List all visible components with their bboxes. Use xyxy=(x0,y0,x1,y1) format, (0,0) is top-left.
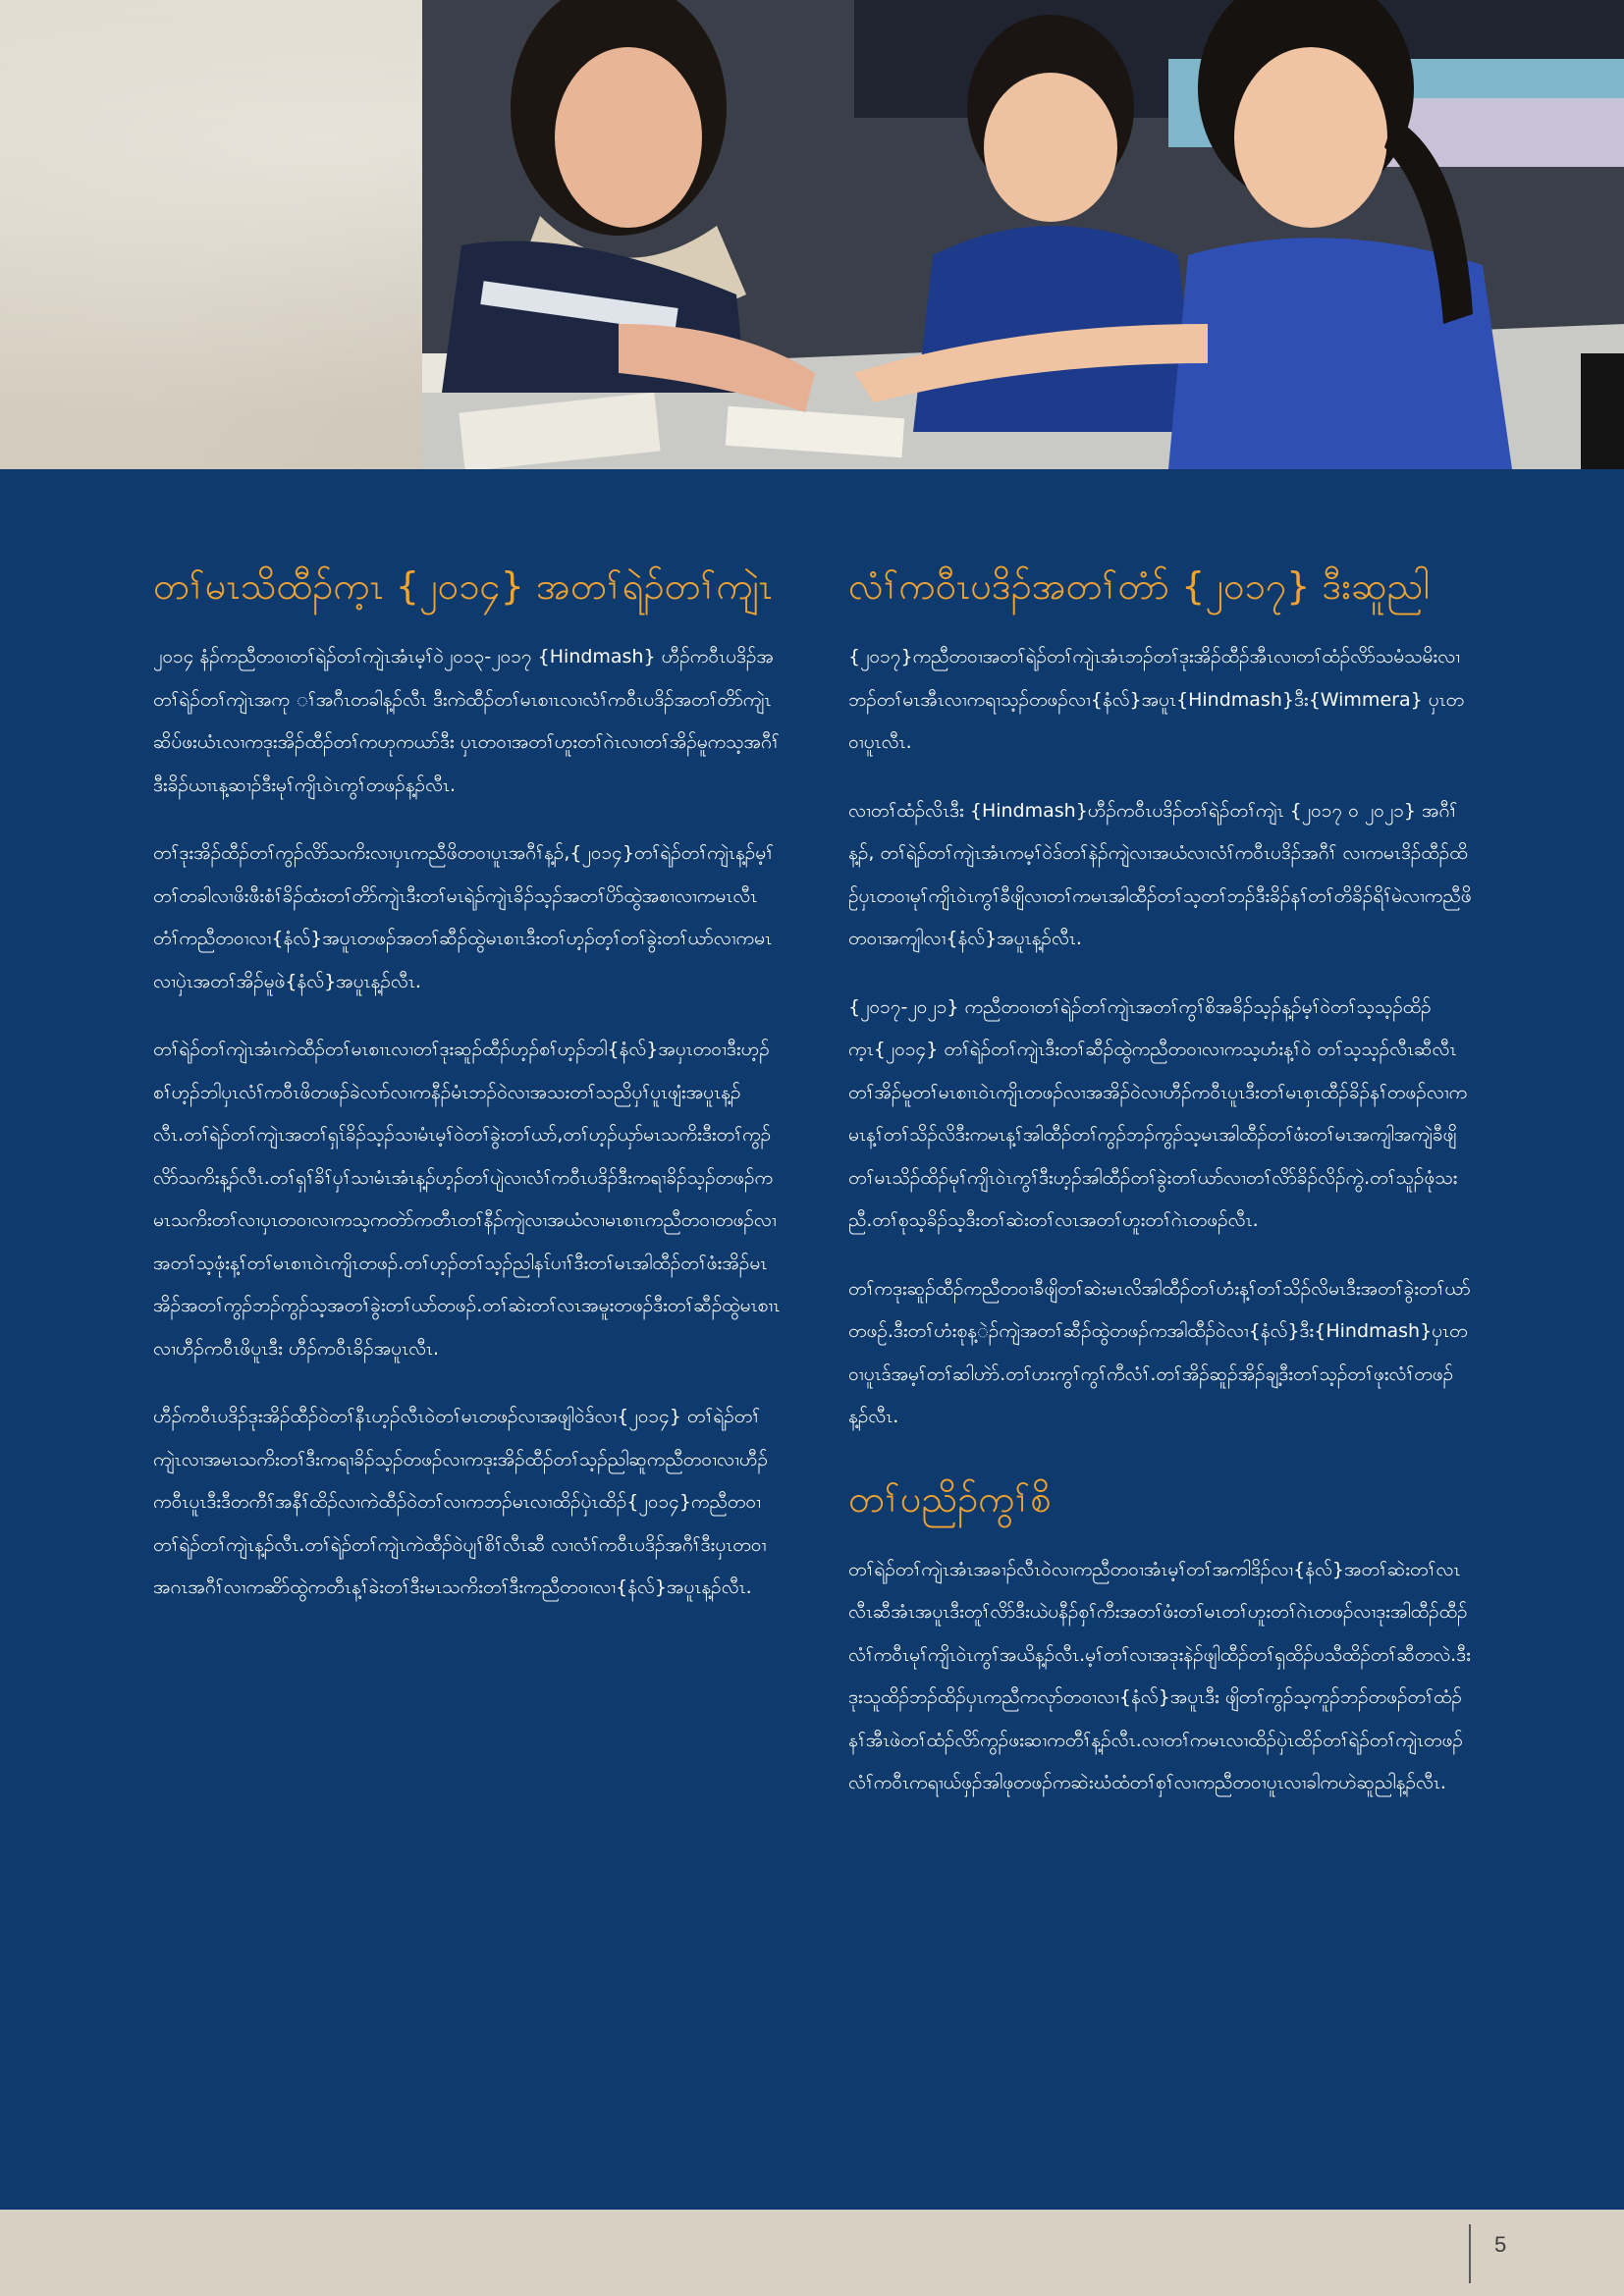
left-column xyxy=(153,561,782,1635)
classroom-photo-illustration xyxy=(422,0,1624,469)
right-heading-2: တၢ်ပညိၣ်ကွၢ်စိ xyxy=(848,1476,1052,1521)
right-column xyxy=(848,561,1473,1831)
right-paragraph-1: {၂၀၁၇}ကညီတဝၢအတၢ်ရဲၣ်တၢ်ကျဲၤအံၤဘၣ်တၢ်ဒုးအိၣ်ထီၣ်အီၤလၢတၢ်ထံၣ်လိာ်သမံသမိးလၢဘၣ်တၢ်မၤအီၤလၢကရၢသ့ၣ်တဖၣ်လၢ{နံလ်}အပူၤ{Hindmash}ဒီး{Wimmera} ပှၤတဝၢပူၤလီၤ. xyxy=(848,646,1465,753)
header-photo xyxy=(0,0,1624,469)
page-number-divider xyxy=(1469,2224,1471,2283)
right-paragraph-4: တၢ်ကဒုးဆူၣ်ထီၣ်ကညီတဝၢခီဖျိတၢ်ဆဲးမၤလိအါထီၣ်တၢ်ဟံးန့ၢ်တၢ်သိၣ်လိမၤဒီးအတၢ်ခွဲးတၢ်ယာ်တဖဉ်.ဒီးတၢ်ဟံးစုန့ဲၣ်ကျဲအတၢ်ဆီၣ်ထွဲတဖၣ်ကအါထီၣ်ဝဲလၢ{နံလ်}ဒီး{Hindmash}ပှၤတဝၢပူၤဒ်အမ့ၢ်တၢ်ဆါဟဲာ်.တၢ်ဟးကွၢ်ကွၢ်ကီလံၢ်.တၢ်အိၣ်ဆူၣ်အိၣ်ချ့ဒီးတၢ်သ့ၣ်တၢ်ဖုးလံၢ်တဖၣ်န့ၣ်လီၤ. xyxy=(848,1277,1471,1427)
page-number: 5 xyxy=(1494,2232,1507,2257)
right-paragraph-5: တၢ်ရဲၣ်တၢ်ကျဲၤအံၤအခၢၣ်လီၤဝဲလၢကညီတဝၢအံၤမ့ၢ်တၢ်အကါဒိၣ်လၢ{နံလ်}အတၢ်ဆဲးတၢ်လၤလီၤဆီအံၤအပူၤဒီးတူၢ်လိာ်ဒီးယဲပနီၣ်စှၢ်ကီးအတၢ်ဖံးတၢ်မၤတၢ်ဟူးတၢ်ဂဲၤတဖၣ်လၢဒုးအါထီၣ်ထီၣ်လံၢ်ကဝီၤမုၢ်ကျိၤဝဲၤကွၢ်အယိန့ၣ်လီၤ.မ့ၢ်တၢ်လၢအဒုးနဲၣ်ဖျါထီၣ်တၢ်ရှထိၣ်ပသီထိၣ်တၢ်ဆီတလဲ.ဒီးဒုးသူထိၣ်ဘၣ်ထိၣ်ပှၤကညီကလုာ်တဝၢလၢ{နံလ်}အပူၤဒီး ဖျိတၢ်ကွၣ်သ့ကူၣ်ဘၣ်တဖၣ်တၢ်ထံၣ်နၢ်အီၤဖဲတၢ်ထံၣ်လိာ်ကွၣ်ဖးဆၢကတီၢ်န့ၣ်လီၤ.လၢတၢ်ကမၤလၢထိၣ်ပှဲၤထိၣ်တၢ်ရဲၣ်တၢ်ကျဲၤတဖၣ်လံၢ်ကဝီၤကရၢယ်ဖှၣ်အါဖုတဖၣ်ကဆဲးဃံထံတၢ်စှၢ်လၢကညီတဝၢပူၤလၢခါကဟဲဆူညါန့ၣ်လီၤ. xyxy=(848,1558,1471,1793)
left-heading: တၢ်မၤသိထီၣ်က့ၤ {၂၀၁၄} အတၢ်ရဲၣ်တၢ်ကျဲၤ xyxy=(153,564,773,608)
right-heading: လံၢ်ကဝီၤပဒိၣ်အတၢ်တံာ် {၂၀၁၇} ဒီးဆူညါ xyxy=(848,564,1430,608)
right-paragraph-2: လၢတၢ်ထံၣ်လိၤဒီး {Hindmash}ဟီၣ်ကဝီၤပဒိၣ်တၢ်ရဲၣ်တၢ်ကျဲၤ {၂၀၁၇ ဝ ၂၀၂၁} အဂီၢ်န့ၣ်, တၢ်ရဲၣ်တၢ်ကျဲၤအံၤကမ့ၢ်ဝဲဒ်တၢ်နဲၣ်ကျဲလၢအယံလၢလံၢ်ကဝီၤပဒိၣ်အဂီၢ် လၢကမၤဒိၣ်ထီၣ်ထိဉ်ပှၤတဝၢမုၢ်ကျိၤဝဲၤကွၢ်ခီဖျိလၢတၢ်ကမၤအါထီၣ်တၢ်သ့တၢ်ဘၣ်ဒီးခိၣ်နၢ်တၢ်တိခိၣ်ရိၢ်မဲလၢကညီဖိတဝၢအကျါလၢ{နံလ်}အပူၤန့ၣ်လီၤ. xyxy=(848,799,1472,949)
left-paragraph-1: ၂၀၁၄ နံၣ်ကညီတဝၢတၢ်ရဲၣ်တၢ်ကျဲၤအံၤမ့ၢ်ဝဲ၂၀၁၃-၂၀၁၇ {Hindmash} ဟီၣ်ကဝီၤပဒိၣ်အတၢ်ရဲၣ်တၢ်ကျဲၤအကု ၢ်အဂီၤတခါန့ၣ်လီၤ ဒီးကဲထီၣ်တၢ်မၤစၢၤလၢလံၢ်ကဝီၤပဒိၣ်အတၢ်တိာ်ကျဲၤဆိပ်ဖးယံၤလၢကဒုးအိၣ်ထီၣ်တၢ်ကဟုကယာ်ဒီး ပှၤတဝၢအတၢ်ဟူးတၢ်ဂဲၤလၢတၢ်အိၣ်မူကသ့အဂီၢ်ဒီးခိၣ်ယၢၤန့ဆၢၣ်ဒီးမုၢ်ကျိၤဝဲၤကွၢ်တဖၣ်န့ၣ်လီၤ. xyxy=(153,646,780,796)
left-paragraph-4: ဟီၣ်ကဝီၤပဒိၣ်ဒုးအိၣ်ထီၣ်ဝဲတၢ်နီၤဟ့ၣ်လီၤဝဲတၢ်မၤတဖၣ်လၢအဖျါဝဲဒ်လၢ{၂၀၁၄} တၢ်ရဲၣ်တၢ်ကျဲၤလၢအမၤသကိးတၢ်ဒီးကရၢခိၣ်သ့ၣ်တဖၣ်လၢကဒုးအိၣ်ထီၣ်တၢ်သ့ၣ်ညါဆူကညီတဝၢလၢဟီၣ်ကဝီၤပူၤဒီးဒီတကီၢ်အနီၢ်ထိၣ်လၢကဲထီၣ်ဝဲတၢ်လၢကဘၣ်မၤလၢထိၣ်ပှဲၤထိၣ်{၂၀၁၄}ကညီတဝၢတၢ်ရဲၣ်တၢ်ကျဲၤန့ၣ်လီၤ.တၢ်ရဲၣ်တၢ်ကျဲၤကဲထီၣ်ဝဲပျၢ်စိၢ်လီၤဆီ လၢလံၢ်ကဝီၤပဒိၣ်အဂီၢ်ဒီးပှၤတဝၢအဂၤအဂီၢ်လၢကဆိာ်ထွဲကတီၤန့ၢ်ခဲးတၢ်ဒီးမၤသကိးတၢ်ဒီးကညီတဝၢလၢ{နံလ်}အပူၤန့ၣ်လီၤ. xyxy=(153,1406,768,1598)
right-paragraph-3: {၂၀၁၇-၂၀၂၁} ကညီတဝၢတၢ်ရဲၣ်တၢ်ကျဲၤအတၢ်ကွၢ်စိအခိၣ်သ့ၣ်န့ၣ်မ့ၢ်ဝဲတၢ်သ့သ့ၣ်ထိၣ်က့ၤ{၂၀၁၄} တၢ်ရဲၣ်တၢ်ကျဲၤဒီးတၢ်ဆီၣ်ထွဲကညီတဝၢလၢကသ့ဟံးန့ၢ်ဝဲ တၢ်သ့သ့ၣ်လီၤဆီလီၤတၢ်အိၣ်မူတၢ်မၤစၢၤဝဲၤကျိၤတဖၣ်လၢအအိၣ်ဝဲလၢဟီၣ်ကဝီၤပူၤဒီးတၢ်မၤစှၤထီၣ်ခိၣ်နၢ်တဖၣ်လၢကမၤန့ၢ်တၢ်သိၣ်လိဒီးကမၤန့ၢ်အါထီၣ်တၢ်ကွၣ်ဘၣ်ကွၣ်သ့မၤအါထီၣ်တၢ်ဖံးတၢ်မၤအကျါအကျဲခီဖျိတၢ်မၤသိၣ်ထိၣ်မုၢ်ကျိၤဝဲၤကွၢ်ဒီးဟ့ၣ်အါထီၣ်တၢ်ခွဲးတၢ်ယာ်လၢတၢ်လိာ်ခိၣ်လိၣ်ကွဲ.တၢ်သူၣ်ဖုံသးညီ.တၢ်စုသ့ခိၣ်သ့ဒီးတၢ်ဆဲးတၢ်လၤအတၢ်ဟူးတၢ်ဂဲၤတဖၣ်လီၤ. xyxy=(848,995,1468,1231)
footer-band xyxy=(0,2210,1624,2296)
section-gap xyxy=(848,1465,1473,1474)
left-paragraph-3: တၢ်ရဲၣ်တၢ်ကျဲၤအံၤကဲထီၣ်တၢ်မၤစၢၤလၢတၢ်ဒုးဆူၣ်ထီၣ်ဟ့ၣ်စၢ်ဟ့ၣ်ဘါ{နံလ်}အပှၤတဝၢဒီးဟ့ၣ်စၢ်ဟ့ၣ်ဘါပှၤလံၢ်ကဝီၤဖိတဖၣ်ခဲလၢာ်လၢကနီၣ်မံၤဘၣ်ဝဲလၢအသးတၢ်သညိပှၢ်ပူၤဖျံးအပူၤန့ၣ်လီၤ.တၢ်ရဲၣ်တၢ်ကျဲၤအတၢ်ရှၤ်ခိၣ်သ့ၣ်သၢမံၤမ့ၢ်ဝဲတၢ်ခွဲးတၢ်ယာ်,တၢ်ဟ့ၣ်ယှာ်မၤသကိးဒီးတၢ်ကွၣ်လိာ်သကိးန့ၣ်လီၤ.တၢ်ရှၢ်ခိၢ်ပှၢ်သၢမံၤအံၤန့ၣ်ဟ့ၣ်တၢ်ပျဲလၢလံၢ်ကဝီၤပဒိၣ်ဒီးကရၢခိၣ်သ့ၣ်တဖၣ်ကမၤသကိးတၢ်လၢပှၤတဝၢလၢကသ့ကတဲာ်ကတီၤတၢ်နီၣ်ကျဲလၢအယံလၢမၤစၢၤကညီတဝၢတဖၣ်လၢအတၢ်သ့ဖုံးန့ၢ်တၢ်မၤစၢၤဝဲၤကျိၤတဖၣ်.တၢ်ဟ့ၣ်တၢ်သ့ၣ်ညါနၤ်ပၢၢ်ဒီးတၢ်မၤအါထီၣ်တၢ်ဖံးအိၣ်မၤအိၣ်အတၢ်ကွၣ်ဘၣ်ကွၣ်သ့အတၢ်ခွဲးတၢ်ယာ်တဖၣ်.တၢ်ဆဲးတၢ်လၤအမူးတဖၣ်ဒီးတၢ်ဆီၣ်ထွဲမၤစၢၤလၢဟီၣ်ကဝီၤဖိပူၤဒီး ဟီၣ်ကဝီၤခိၣ်အပူၤလီၤ. xyxy=(153,1039,781,1360)
left-paragraph-2: တၢ်ဒုးအိၣ်ထီၣ်တၢ်ကွၣ်လိာ်သကိးလၢပှၤကညီဖိတဝၢပူၤအဂီၢ်န့ၣ်,{၂၀၁၄}တၢ်ရဲၣ်တၢ်ကျဲၤန့ၣ်မ့ၢ်တၢ်တခါလၢဖိးဖီးစံၢ်ခိၣ်ထံးတၢ်တိာ်ကျဲၤဒီးတၢ်မၤရဲၣ်ကျဲၤခိၣ်သ့ၣ်အတၢ်ပိာ်ထွဲအစၢလၢကမၤလီၤတံၢ်ကညီတဝၢလၢ{နံလ်}အပူၤတဖၣ်အတၢ်ဆီၣ်ထွဲမၤစၢၤဒီးတၢ်ဟ့ၣ်တ့ၢ်တၢ်ခွဲးတၢ်ယာ်လၢကမၤလၢပှဲၤအတၢ်အိၣ်မူဖဲ{နံလ်}အပူၤန့ၣ်လီၤ. xyxy=(153,842,775,992)
